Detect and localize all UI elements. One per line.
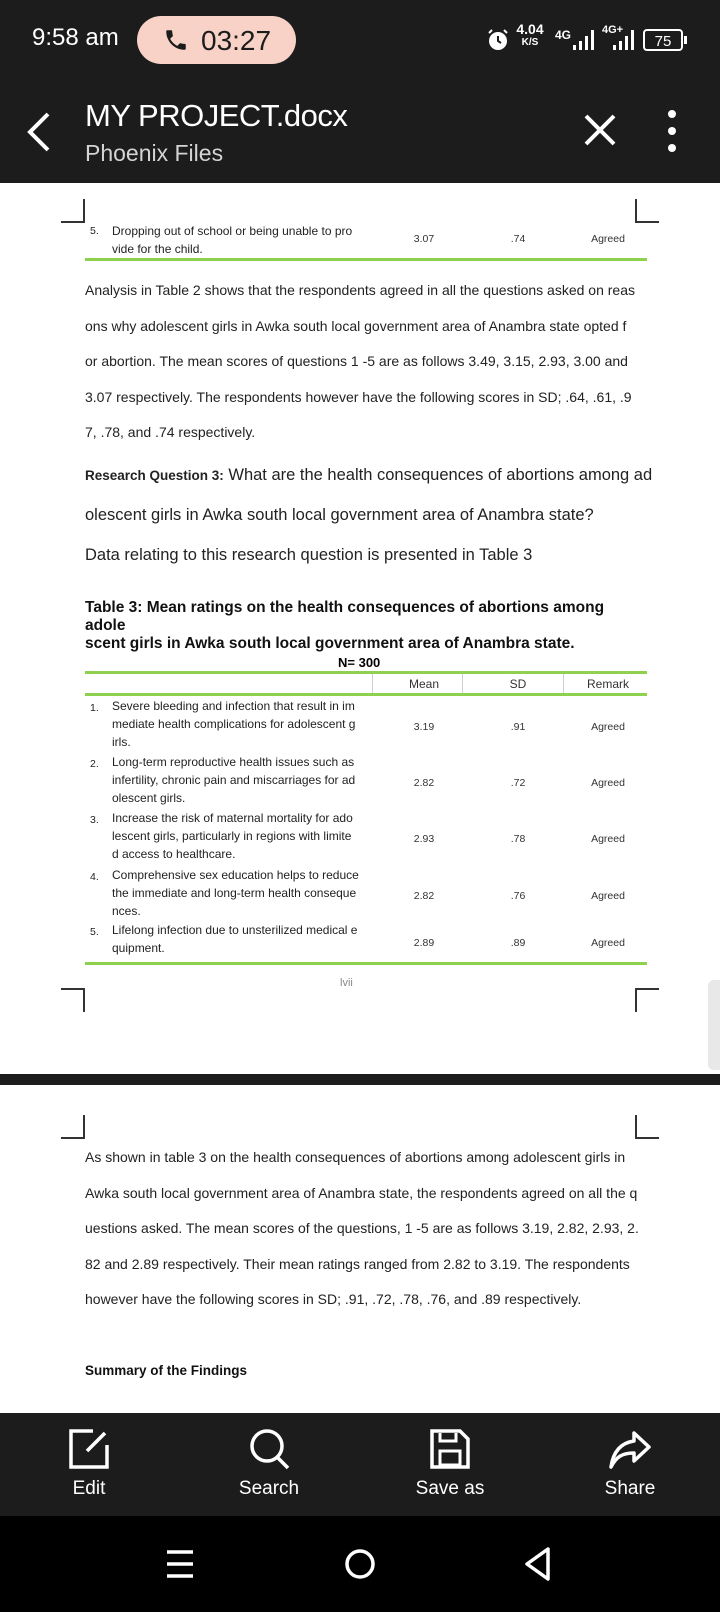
edit-label: Edit (72, 1478, 106, 1499)
status-time: 9:58 am (32, 24, 119, 51)
document-viewer[interactable] (0, 183, 720, 1413)
analysis-paragraph (85, 273, 640, 451)
text-line: ons why adolescent girls in Awka south local government area of Anambra state opted f (85, 317, 627, 334)
column-separator (462, 674, 463, 693)
net-speed-value: 4.04 (516, 21, 544, 37)
row-line: Severe bleeding and infection that result in im (112, 699, 355, 713)
save-icon (428, 1427, 472, 1471)
sd-cell: .78 (510, 833, 526, 845)
table-caption (85, 599, 645, 653)
network-type-1: 4G (555, 28, 572, 42)
row-line: olescent girls. (112, 791, 186, 805)
mean-cell: 3.19 (413, 721, 435, 733)
net-speed (515, 23, 545, 49)
research-question (85, 455, 653, 575)
row-line: Long-term reproductive health issues such as (112, 755, 355, 769)
crop-mark (635, 988, 659, 1012)
app-bar (0, 82, 720, 183)
text-line: however have the following scores in SD; .91, .72, .78, .76, and .89 respectively. (85, 1291, 582, 1307)
save-as-button[interactable] (390, 1413, 510, 1516)
row-line: d access to healthcare. (112, 847, 236, 861)
back-nav-icon[interactable] (523, 1546, 553, 1582)
page-divider (0, 1074, 720, 1085)
table-rule (85, 962, 647, 965)
row-number: 2. (90, 758, 99, 770)
edit-icon (67, 1427, 111, 1471)
status-bar (0, 0, 720, 82)
net-speed-unit: K/S (521, 37, 539, 48)
scrollbar-handle[interactable] (708, 980, 720, 1070)
caption-line: Table 3: Mean ratings on the health consequences of abortions among adole (85, 599, 605, 634)
mean-cell: 2.89 (413, 937, 435, 949)
row-line: Dropping out of school or being unable to pro (112, 224, 353, 238)
alarm-icon (486, 28, 510, 52)
document-page (0, 183, 720, 1074)
sd-cell: .74 (510, 233, 526, 245)
row-line: quipment. (112, 941, 165, 955)
rq-label: Research Question 3: (85, 468, 224, 483)
edit-button[interactable] (29, 1413, 149, 1516)
mean-cell: 2.82 (413, 777, 435, 789)
row-line: Comprehensive sex education helps to reduce (112, 868, 359, 882)
text-line: or abortion. The mean scores of questions 1 -5 are as follows 3.49, 3.15, 2.93, 3.00 and (85, 353, 628, 369)
bottom-toolbar (0, 1413, 720, 1516)
crop-mark (61, 1115, 85, 1139)
header-remark: Remark (586, 677, 629, 691)
crop-mark (61, 199, 85, 223)
remark-cell: Agreed (591, 777, 625, 789)
remark-cell: Agreed (591, 233, 625, 245)
column-separator (563, 674, 564, 693)
search-icon (247, 1427, 291, 1471)
row-line: Increase the risk of maternal mortality for ado (112, 811, 353, 825)
signal-icon-2 (613, 30, 635, 50)
summary-heading: Summary of the Findings (85, 1363, 248, 1378)
row-line: irls. (112, 735, 131, 749)
sd-cell: .89 (510, 937, 526, 949)
system-nav-bar (0, 1516, 720, 1612)
share-label: Share (604, 1478, 656, 1499)
mean-cell: 2.82 (413, 890, 435, 902)
text-line: Awka south local government area of Anambra state, the respondents agreed on all the q (85, 1184, 638, 1201)
network-type-2: 4G+ (602, 24, 624, 36)
row-line: the immediate and long-term health conseque (112, 886, 357, 900)
page-number: lvii (340, 977, 353, 989)
table-rule (85, 693, 647, 696)
share-icon (608, 1427, 652, 1471)
crop-mark (635, 199, 659, 223)
ongoing-call-pill[interactable] (137, 16, 296, 64)
call-timer: 03:27 (201, 25, 272, 56)
text-line: 7, .78, and .74 respectively. (85, 424, 256, 440)
save-as-label: Save as (415, 1478, 485, 1499)
text-line: As shown in table 3 on the health consequences of abortions among adolescent girls in (85, 1149, 626, 1165)
rq-text: What are the health consequences of abortions among ad (223, 466, 653, 484)
sd-cell: .91 (510, 721, 526, 733)
row-number: 4. (90, 871, 99, 883)
rq-text-line2: olescent girls in Awka south local government area of Anambra state? (85, 506, 594, 524)
share-button[interactable] (570, 1413, 690, 1516)
home-icon[interactable] (343, 1547, 377, 1581)
row-line: mediate health complications for adolescent g (112, 717, 356, 731)
battery-icon (643, 29, 683, 51)
caption-line: scent girls in Awka south local government area of Anambra state. (85, 635, 575, 652)
header-sd: SD (509, 677, 527, 691)
table-rule (85, 258, 647, 261)
search-label: Search (238, 1478, 300, 1499)
row-line: Lifelong infection due to unsterilized medical e (112, 923, 358, 937)
row-line: nces. (112, 904, 141, 918)
close-icon[interactable] (580, 110, 620, 150)
text-line: uestions asked. The mean scores of the questions, 1 -5 are as follows 3.19, 2.82, 2.93, 2. (85, 1220, 639, 1236)
battery-tip (684, 36, 687, 44)
row-line: vide for the child. (112, 242, 203, 256)
row-number: 3. (90, 814, 99, 826)
text-line: 82 and 2.89 respectively. Their mean ratings ranged from 2.82 to 3.19. The respondents (85, 1255, 630, 1272)
crop-mark (61, 988, 85, 1012)
recent-apps-icon[interactable] (165, 1548, 195, 1580)
row-line: lescent girls, particularly in regions with limite (112, 829, 352, 843)
back-arrow-icon[interactable] (22, 108, 58, 156)
text-line: 3.07 respectively. The respondents however have the following scores in SD; .64, .61, .9 (85, 388, 632, 405)
remark-cell: Agreed (591, 721, 625, 733)
more-options-icon[interactable] (660, 108, 684, 154)
row-statement (112, 753, 372, 807)
row-number: 1. (90, 702, 99, 714)
remark-cell: Agreed (591, 890, 625, 902)
row-number: 5. (90, 926, 99, 938)
document-source: Phoenix Files (85, 140, 224, 166)
row-statement (112, 222, 372, 258)
crop-mark (635, 1115, 659, 1139)
row-line: infertility, chronic pain and miscarriages for ad (112, 773, 356, 787)
mean-cell: 3.07 (413, 233, 435, 245)
sd-cell: .76 (510, 890, 526, 902)
findings-paragraph (85, 1140, 640, 1318)
remark-cell: Agreed (591, 937, 625, 949)
row-statement (112, 866, 372, 920)
document-title: MY PROJECT.docx (85, 98, 348, 133)
text-line: Analysis in Table 2 shows that the respondents agreed in all the questions asked on reas (85, 282, 635, 298)
column-separator (372, 674, 373, 693)
row-statement (112, 809, 372, 863)
phone-icon (163, 27, 189, 53)
remark-cell: Agreed (591, 833, 625, 845)
row-statement (112, 697, 372, 751)
data-intro-line: Data relating to this research question is presented in Table 3 (85, 546, 533, 564)
battery-level: 75 (654, 33, 672, 50)
row-statement (112, 921, 372, 957)
mean-cell: 2.93 (413, 833, 435, 845)
row-number: 5. (90, 225, 99, 237)
sample-size: N= 300 (338, 655, 381, 670)
header-mean: Mean (408, 677, 440, 691)
search-button[interactable] (209, 1413, 329, 1516)
signal-icon (573, 30, 595, 50)
sd-cell: .72 (510, 777, 526, 789)
